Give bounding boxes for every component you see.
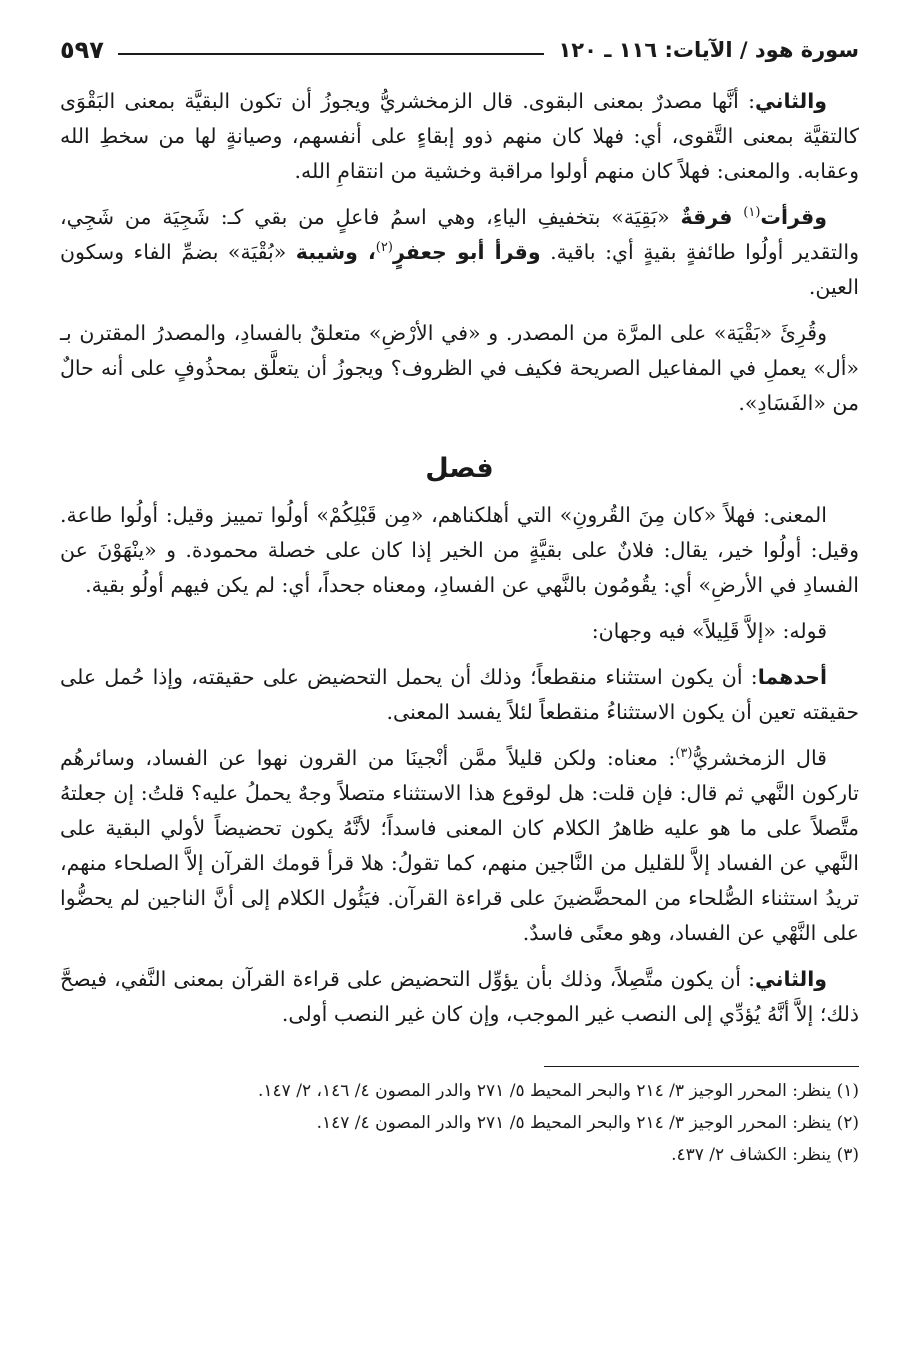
footnote-separator <box>544 1066 859 1067</box>
paragraph-8 <box>60 962 859 1032</box>
paragraph-5 <box>60 614 859 649</box>
paragraph-1-keyword: والثاني <box>755 89 827 113</box>
paragraph-3 <box>60 316 859 421</box>
header-rule <box>118 53 545 55</box>
paragraph-4-text: المعنى: فهلاً «كان مِنَ القُرونِ» التي أهلكناهم، «مِن قَبْلِكُمْ» أولُوا تمييز وقيل: أولُوا طاعة. وقيل: أولُوا خير، يقال: فلانٌ على بقيَّةٍ من الخير إذا كان على خصلة محمودة. و «ينْهَوْنَ عن الفسادِ في الأرضِ» أي: يقُومُون بالنَّهي عن الفسادِ، ومعناه جحداً، أي: لم يكن فيهم أولُو بقية. <box>60 503 859 597</box>
paragraph-1 <box>60 84 859 189</box>
paragraph-7-lead: قال الزمخشريُّ <box>692 746 827 770</box>
paragraph-1-text: : أنَّها مصدرٌ بمعنى البقوى. قال الزمخشريُّ ويجوزُ أن تكون البقيَّة بمعنى البَقْوَى كالتقيَّة بمعنى التَّقوى، أي: فهلا كان منهم ذوو إبقاءٍ على أنفسهم، وصيانةٍ لها من سخطِ الله وعقابه. والمعنى: فهلاً كان منهم أولوا مراقبة وخشية من انتقامِ الله. <box>60 89 859 183</box>
running-header-title: سورة هود / الآيات: ١١٦ ـ ١٢٠ <box>558 38 859 62</box>
paragraph-2-keyword-2: فرقةٌ <box>680 205 733 229</box>
paragraph-2-text-2: «بُقْيَة» بضمِّ الفاء وسكون العين. <box>60 240 859 299</box>
section-heading: فصل <box>425 453 494 484</box>
running-header <box>60 28 859 72</box>
footnotes <box>60 1075 859 1171</box>
paragraph-5-text: قوله: «إلاَّ قَلِيلاً» فيه وجهان: <box>591 619 827 643</box>
paragraph-8-text: : أن يكون متَّصِلاً، وذلك بأن يؤوِّل التحضيض على قراءة القرآن بمعنى النَّفي، فيصحَّ ذلك؛ إلاَّ أنَّهُ يُؤدِّي إلى النصب غير الموجب، وإن كان غير النصب أولى. <box>60 967 859 1026</box>
paragraph-7-text: : معناه: ولكن قليلاً ممَّن أنْجينَا من القرون نهوا عن الفساد، وسائرهُم تاركون النَّهي ثم قال: فإن قلت: هل لوقوع هذا الاستثناء متصلاً وجهٌ يحملُ عليه؟ قلتُ: إن جعلتهُ متَّصلاً على ما هو عليه ظاهرُ الكلام كان المعنى فاسداً؛ لأنَّهُ يكون تحضيضاً لأولي البقية على النَّهي عن الفساد إلاَّ للقليل من النَّاجين منهم، كما تقولُ: هلا قرأ قومك القرآن إلاَّ الصلحاء منهم، تريدُ استثناء الصُّلحاء من المحضَّضينَ على قراءة القرآن. فيَئُول الكلام إلى أنَّ الناجين لم يحضُّوا على النَّهْي عن الفساد، وهو معنًى فاسدٌ. <box>60 746 859 945</box>
paragraph-2-keyword: وقرأت <box>760 205 827 229</box>
paragraph-2-keyword-4: ، وشيبة <box>295 240 376 264</box>
footnote-ref-2: (٢) <box>375 240 393 256</box>
paragraph-2-text: «بَقِيَة» بتخفيفِ الياءِ، وهي اسمُ فاعلٍ من بقي كـ: شَجِيَة من شَجِي، والتقدير أولُوا طائفةٍ بقيةٍ أي: باقية. <box>60 205 859 264</box>
footnote-ref-3: (٣) <box>675 746 693 762</box>
page-number: ٥٩٧ <box>60 36 104 64</box>
paragraph-6 <box>60 660 859 730</box>
footnote-ref-1: (١) <box>743 205 761 221</box>
footnote-3: (٣) ينظر: الكشاف ٢/ ٤٣٧. <box>671 1145 859 1165</box>
paragraph-6-text: : أن يكون استثناء منقطعاً؛ وذلك أن يحمل التحضيض على حقيقته، وإذا حُمل على حقيقته تعين أن يكون الاستثناءُ منقطعاً لئلاً يفسد المعنى. <box>60 665 859 724</box>
paragraph-8-keyword: والثاني <box>755 967 827 991</box>
paragraph-2-keyword-3: وقرأ أبو جعفرٍ <box>392 240 541 264</box>
paragraph-6-keyword: أحدهما <box>757 665 827 689</box>
paragraph-7 <box>60 741 859 951</box>
footnote-1: (١) ينظر: المحرر الوجيز ٣/ ٢١٤ والبحر المحيط ٥/ ٢٧١ والدر المصون ٤/ ١٤٦، ٢/ ١٤٧. <box>258 1081 859 1101</box>
paragraph-4 <box>60 498 859 603</box>
paragraph-3-text: وقُرِئَ «بَقْيَة» على المرَّة من المصدر. و «في الأرْضِ» متعلقٌ بالفسادِ، والمصدرُ المقترن بـ «أل» يعملِ في المفاعيل الصريحة فكيف في الظروف؟ ويجوزُ أن يتعلَّق بمحذُوفٍ على أنه حالٌ من «الفَسَادِ». <box>60 321 859 415</box>
main-text <box>60 84 859 1032</box>
paragraph-2 <box>60 200 859 305</box>
footnote-2: (٢) ينظر: المحرر الوجيز ٣/ ٢١٤ والبحر المحيط ٥/ ٢٧١ والدر المصون ٤/ ١٤٧. <box>316 1113 859 1133</box>
